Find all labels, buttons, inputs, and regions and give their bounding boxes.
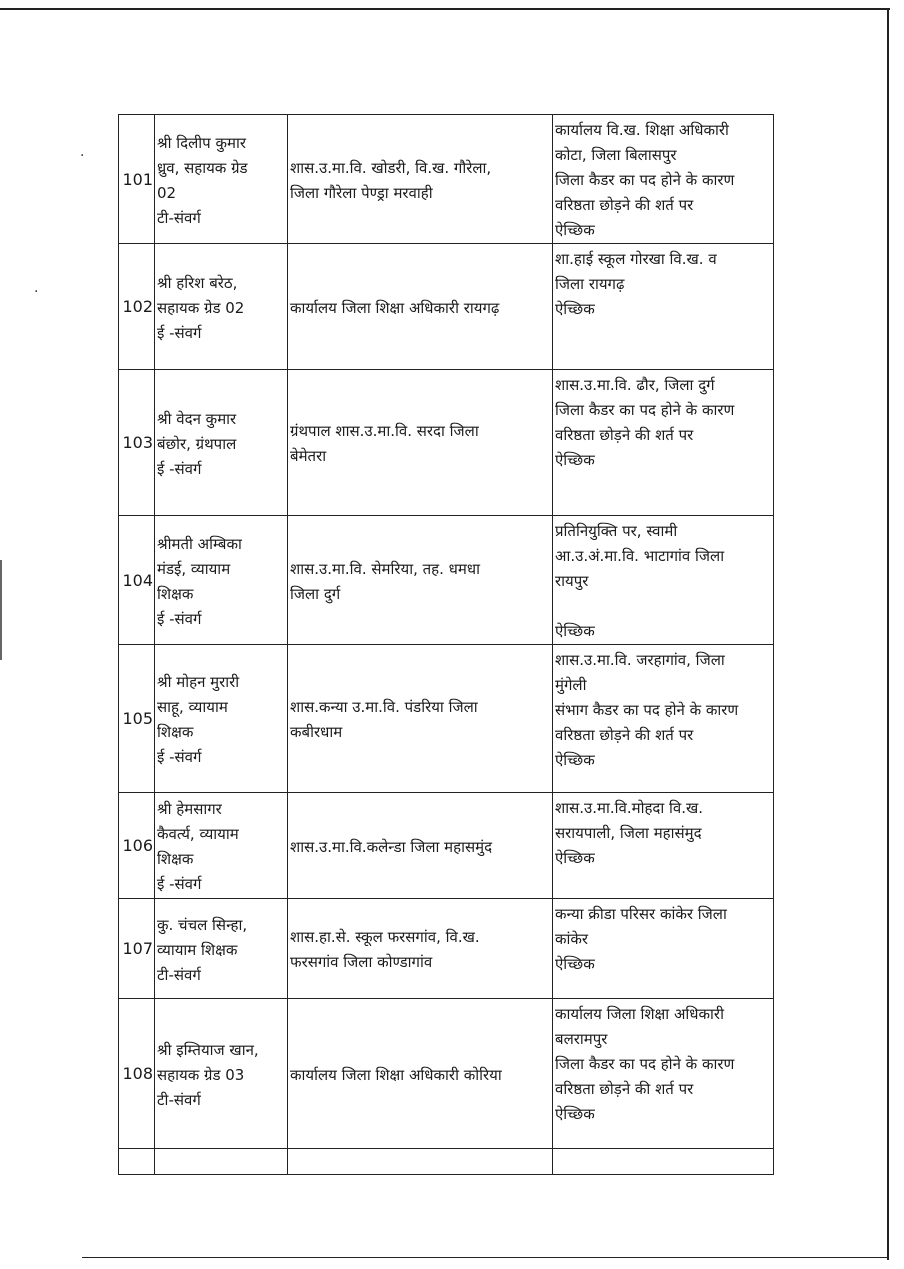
cell-line: ऐच्छिक <box>555 849 595 867</box>
page-border-left-mark <box>0 560 2 660</box>
cell-line: जिला कैडर का पद होने के कारण <box>555 401 735 419</box>
cell-line: शा.हाई स्कूल गोरखा वि.ख. व <box>555 250 717 268</box>
current-posting <box>288 516 553 645</box>
cell-line: कैवर्त्य, व्यायाम <box>157 825 239 843</box>
current-posting <box>288 244 553 370</box>
employee-name-designation <box>155 899 288 999</box>
new-posting <box>553 645 774 793</box>
current-posting <box>288 115 553 244</box>
employee-name-designation <box>155 1149 288 1175</box>
cell-line: टी-संवर्ग <box>157 208 201 227</box>
cell-line: सहायक ग्रेड 02 <box>157 298 245 317</box>
cell-line: शास.उ.मा.वि. ढौर, जिला दुर्ग <box>555 376 715 394</box>
serial-number <box>119 1149 155 1175</box>
new-posting <box>553 793 774 899</box>
cell-line: ग्रंथपाल शास.उ.मा.वि. सरदा जिला <box>290 422 479 440</box>
current-posting <box>288 645 553 793</box>
serial-number: 105 <box>119 645 155 793</box>
cell-line: साहू, व्यायाम <box>157 698 228 716</box>
serial-number: 108 <box>119 999 155 1149</box>
cell-line: आ.उ.अं.मा.वि. भाटागांव जिला <box>555 547 725 565</box>
serial-number: 104 <box>119 516 155 645</box>
new-posting <box>553 516 774 645</box>
cell-line: जिला रायगढ़ <box>555 275 625 293</box>
cell-line: श्री हरिश बरेठ, <box>157 273 238 292</box>
cell-line: प्रतिनियुक्ति पर, स्वामी <box>555 522 678 540</box>
cell-line: शास.उ.मा.वि. खोडरी, वि.ख. गौरेला, <box>290 158 492 177</box>
transfer-table <box>118 114 774 1175</box>
page-border-right <box>887 8 889 1260</box>
new-posting <box>553 1149 774 1175</box>
cell-line: शिक्षक <box>157 584 194 603</box>
scan-dot: · <box>80 148 85 164</box>
cell-line: जिला गौरेला पेण्ड्रा मरवाही <box>290 183 433 202</box>
employee-name-designation <box>155 645 288 793</box>
cell-line: ऐच्छिक <box>555 221 595 239</box>
cell-line: शास.हा.से. स्कूल फरसगांव, वि.ख. <box>290 928 480 946</box>
cell-line: ई -संवर्ग <box>157 323 202 342</box>
employee-name-designation <box>155 244 288 370</box>
cell-line: शास.उ.मा.वि.मोहदा वि.ख. <box>555 799 704 817</box>
page-border-bottom <box>82 1257 889 1258</box>
page-border-top <box>0 8 890 10</box>
cell-line: शिक्षक <box>157 723 194 741</box>
table-row <box>119 793 774 899</box>
serial-number: 107 <box>119 899 155 999</box>
cell-line: सरायपाली, जिला महासंमुद <box>555 824 702 842</box>
cell-line: श्री दिलीप कुमार <box>157 133 246 152</box>
cell-line: व्यायाम शिक्षक <box>157 940 238 959</box>
cell-line: बेमेतरा <box>290 447 327 465</box>
cell-line: वरिष्ठता छोड़ने की शर्त पर <box>555 426 694 444</box>
cell-line: जिला कैडर का पद होने के कारण <box>555 171 735 189</box>
table-row <box>119 645 774 793</box>
cell-line: वरिष्ठता छोड़ने की शर्त पर <box>555 196 694 214</box>
cell-line: कांकेर <box>555 930 589 948</box>
new-posting <box>553 244 774 370</box>
cell-line: ऐच्छिक <box>555 451 595 469</box>
new-posting <box>553 899 774 999</box>
current-posting <box>288 999 553 1149</box>
cell-line: बलरामपुर <box>555 1030 608 1048</box>
new-posting <box>553 999 774 1149</box>
cell-line: शास.उ.मा.वि. जरहागांव, जिला <box>555 651 725 669</box>
cell-line: वरिष्ठता छोड़ने की शर्त पर <box>555 1080 694 1098</box>
cell-line: कन्या क्रीडा परिसर कांकेर जिला <box>555 905 727 923</box>
cell-line: ई -संवर्ग <box>157 748 202 766</box>
cell-line: ऐच्छिक <box>555 622 595 640</box>
cell-line: श्रीमती अम्बिका <box>157 534 242 553</box>
cell-line: श्री हेमसागर <box>157 800 222 818</box>
serial-number: 101 <box>119 115 155 244</box>
current-posting <box>288 1149 553 1175</box>
cell-line: जिला कैडर का पद होने के कारण <box>555 1055 735 1073</box>
cell-line: मुंगेली <box>555 676 587 694</box>
cell-line: शास.कन्या उ.मा.वि. पंडरिया जिला <box>290 698 478 716</box>
cell-line: रायपुर <box>555 572 589 590</box>
table-row <box>119 115 774 244</box>
employee-name-designation <box>155 516 288 645</box>
serial-number: 103 <box>119 370 155 516</box>
cell-line: जिला दुर्ग <box>290 584 341 603</box>
table-row <box>119 516 774 645</box>
table-row <box>119 899 774 999</box>
employee-name-designation <box>155 793 288 899</box>
table-row <box>119 1149 774 1175</box>
serial-number: 102 <box>119 244 155 370</box>
cell-line: ई -संवर्ग <box>157 609 202 628</box>
cell-line: ऐच्छिक <box>555 300 595 318</box>
cell-line: बंछोर, ग्रंथपाल <box>157 434 237 453</box>
table-row <box>119 244 774 370</box>
cell-line: शिक्षक <box>157 850 194 868</box>
employee-name-designation <box>155 999 288 1149</box>
cell-line <box>555 594 771 619</box>
cell-line: ई -संवर्ग <box>157 459 202 478</box>
current-posting <box>288 793 553 899</box>
cell-line: ऐच्छिक <box>555 955 595 973</box>
cell-line: मंडई, व्यायाम <box>157 559 231 578</box>
cell-line: टी-संवर्ग <box>157 1090 201 1109</box>
cell-line: कार्यालय वि.ख. शिक्षा अधिकारी <box>555 121 729 139</box>
employee-name-designation <box>155 115 288 244</box>
cell-line: शास.उ.मा.वि.कलेन्डा जिला महासमुंद <box>290 837 493 856</box>
table-row <box>119 370 774 516</box>
current-posting <box>288 370 553 516</box>
cell-line: संभाग कैडर का पद होने के कारण <box>555 701 739 719</box>
employee-name-designation <box>155 370 288 516</box>
cell-line: कोटा, जिला बिलासपुर <box>555 146 677 164</box>
table-row <box>119 999 774 1149</box>
scan-dot: · <box>34 284 39 300</box>
cell-line: 02 <box>157 183 177 202</box>
cell-line: श्री मोहन मुरारी <box>157 673 240 691</box>
cell-line: कबीरधाम <box>290 723 343 741</box>
cell-line: फरसगांव जिला कोण्डागांव <box>290 953 433 971</box>
cell-line: सहायक ग्रेड 03 <box>157 1065 245 1084</box>
new-posting <box>553 115 774 244</box>
cell-line: शास.उ.मा.वि. सेमरिया, तह. धमधा <box>290 559 480 578</box>
cell-line: वरिष्ठता छोड़ने की शर्त पर <box>555 726 694 744</box>
cell-line: कार्यालय जिला शिक्षा अधिकारी कोरिया <box>290 1065 502 1084</box>
cell-line: ध्रुव, सहायक ग्रेड <box>157 158 248 177</box>
cell-line: कार्यालय जिला शिक्षा अधिकारी रायगढ़ <box>290 298 500 317</box>
cell-line: ई -संवर्ग <box>157 875 202 893</box>
serial-number: 106 <box>119 793 155 899</box>
cell-line: श्री वेदन कुमार <box>157 409 237 428</box>
cell-line: ऐच्छिक <box>555 1105 595 1123</box>
cell-line: टी-संवर्ग <box>157 965 201 984</box>
new-posting <box>553 370 774 516</box>
current-posting <box>288 899 553 999</box>
cell-line: कार्यालय जिला शिक्षा अधिकारी <box>555 1005 724 1023</box>
cell-line: कु. चंचल सिन्हा, <box>157 915 248 934</box>
cell-line: श्री इम्तियाज खान, <box>157 1040 259 1059</box>
cell-line: ऐच्छिक <box>555 751 595 769</box>
